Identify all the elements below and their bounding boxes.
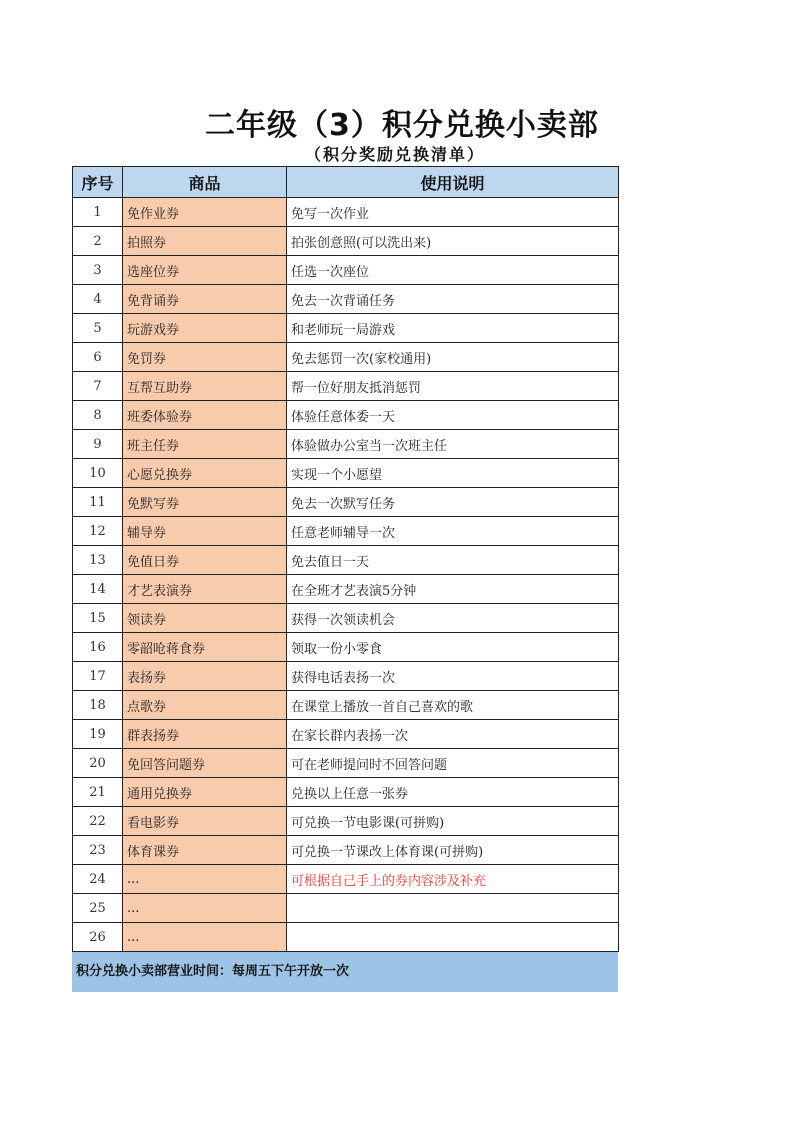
table-row <box>73 923 619 952</box>
page-title: 二年级（3）积分兑换小卖部 <box>205 108 599 143</box>
table-row <box>73 401 619 430</box>
row-item: 互帮互助券 <box>123 372 287 401</box>
row-description: 免写一次作业 <box>287 198 619 227</box>
table-row <box>73 227 619 256</box>
row-number: 17 <box>73 662 123 691</box>
table-header-row <box>73 167 619 198</box>
table-row <box>73 198 619 227</box>
table-row <box>73 807 619 836</box>
row-description: 实现一个小愿望 <box>287 459 619 488</box>
row-item: 班主任券 <box>123 430 287 459</box>
row-description: 免去值日一天 <box>287 546 619 575</box>
row-item: 免作业券 <box>123 198 287 227</box>
row-description: 获得一次领读机会 <box>287 604 619 633</box>
row-number: 4 <box>73 285 123 314</box>
row-description: 免去一次背诵任务 <box>287 285 619 314</box>
table-row <box>73 778 619 807</box>
row-number: 6 <box>73 343 123 372</box>
header-description: 使用说明 <box>287 167 619 198</box>
row-description: 可根据自己手上的券内容涉及补充 <box>287 865 619 894</box>
row-number: 14 <box>73 575 123 604</box>
row-item: 才艺表演券 <box>123 575 287 604</box>
row-item: 免默写券 <box>123 488 287 517</box>
row-item: ... <box>123 923 287 952</box>
row-description: 在全班才艺表演5分钟 <box>287 575 619 604</box>
row-item: 免罚券 <box>123 343 287 372</box>
row-number: 15 <box>73 604 123 633</box>
row-number: 11 <box>73 488 123 517</box>
header-number: 序号 <box>73 167 123 198</box>
table-row <box>73 372 619 401</box>
row-number: 13 <box>73 546 123 575</box>
row-item: 群表扬券 <box>123 720 287 749</box>
table-row <box>73 546 619 575</box>
row-description: 兑换以上任意一张券 <box>287 778 619 807</box>
row-description <box>287 923 619 952</box>
row-number: 25 <box>73 894 123 923</box>
row-number: 22 <box>73 807 123 836</box>
row-description: 体验做办公室当一次班主任 <box>287 430 619 459</box>
row-description: 可兑换一节电影课(可拼购) <box>287 807 619 836</box>
business-hours-note: 积分兑换小卖部营业时间：每周五下午开放一次 <box>72 952 618 992</box>
table-row <box>73 256 619 285</box>
row-item: 拍照券 <box>123 227 287 256</box>
table-row <box>73 488 619 517</box>
row-number: 10 <box>73 459 123 488</box>
row-item: 零韶呛蒋食券 <box>123 633 287 662</box>
table-row <box>73 691 619 720</box>
row-description: 获得电话表扬一次 <box>287 662 619 691</box>
table-row <box>73 662 619 691</box>
row-description <box>287 894 619 923</box>
row-number: 9 <box>73 430 123 459</box>
row-number: 5 <box>73 314 123 343</box>
row-number: 1 <box>73 198 123 227</box>
row-item: 领读券 <box>123 604 287 633</box>
row-number: 2 <box>73 227 123 256</box>
exchange-table <box>72 166 619 952</box>
row-item: 玩游戏券 <box>123 314 287 343</box>
row-number: 20 <box>73 749 123 778</box>
row-description: 体验任意体委一天 <box>287 401 619 430</box>
table-row <box>73 314 619 343</box>
row-item: ... <box>123 894 287 923</box>
row-item: 看电影券 <box>123 807 287 836</box>
table-row <box>73 285 619 314</box>
row-item: 免背诵券 <box>123 285 287 314</box>
row-description: 任意老师辅导一次 <box>287 517 619 546</box>
row-number: 7 <box>73 372 123 401</box>
header-item: 商品 <box>123 167 287 198</box>
row-number: 18 <box>73 691 123 720</box>
row-item: ... <box>123 865 287 894</box>
row-description: 和老师玩一局游戏 <box>287 314 619 343</box>
row-description: 任选一次座位 <box>287 256 619 285</box>
row-number: 16 <box>73 633 123 662</box>
table-row <box>73 604 619 633</box>
table-row <box>73 836 619 865</box>
row-description: 拍张创意照(可以洗出来) <box>287 227 619 256</box>
table-row <box>73 894 619 923</box>
row-item: 心愿兑换券 <box>123 459 287 488</box>
row-item: 点歌券 <box>123 691 287 720</box>
table-row <box>73 749 619 778</box>
row-item: 选座位券 <box>123 256 287 285</box>
row-number: 26 <box>73 923 123 952</box>
row-item: 班委体验券 <box>123 401 287 430</box>
row-number: 21 <box>73 778 123 807</box>
row-item: 表扬券 <box>123 662 287 691</box>
row-description: 免去惩罚一次(家校通用) <box>287 343 619 372</box>
row-number: 19 <box>73 720 123 749</box>
row-number: 12 <box>73 517 123 546</box>
row-description: 帮一位好朋友抵消惩罚 <box>287 372 619 401</box>
row-item: 免回答问题券 <box>123 749 287 778</box>
table-row <box>73 575 619 604</box>
table-row <box>73 633 619 662</box>
row-number: 24 <box>73 865 123 894</box>
row-description: 在家长群内表扬一次 <box>287 720 619 749</box>
row-number: 3 <box>73 256 123 285</box>
table-row <box>73 720 619 749</box>
row-description: 可在老师提问时不回答问题 <box>287 749 619 778</box>
row-description: 可兑换一节课改上体育课(可拼购) <box>287 836 619 865</box>
page-subtitle: （积分奖励兑换清单） <box>305 145 486 164</box>
table-row <box>73 459 619 488</box>
table-row <box>73 517 619 546</box>
row-item: 免值日券 <box>123 546 287 575</box>
table-row <box>73 343 619 372</box>
row-description: 免去一次默写任务 <box>287 488 619 517</box>
row-number: 8 <box>73 401 123 430</box>
row-item: 体育课券 <box>123 836 287 865</box>
table-row <box>73 430 619 459</box>
table-row <box>73 865 619 894</box>
row-number: 23 <box>73 836 123 865</box>
row-item: 通用兑换券 <box>123 778 287 807</box>
row-description: 在课堂上播放一首自己喜欢的歌 <box>287 691 619 720</box>
row-item: 辅导券 <box>123 517 287 546</box>
row-description: 领取一份小零食 <box>287 633 619 662</box>
